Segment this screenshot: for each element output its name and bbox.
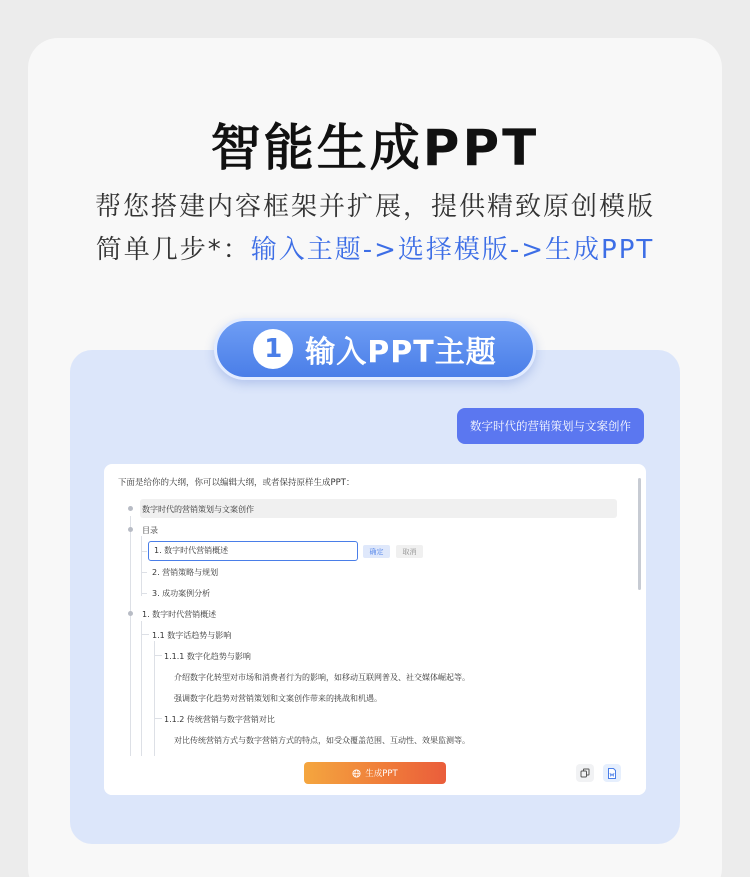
tree-line	[141, 593, 147, 594]
outline-subsubsection[interactable]: 1.1.2 传统营销与数字营销对比	[164, 715, 275, 724]
toc-item[interactable]: 2. 营销策略与规划	[152, 568, 219, 577]
subtitle-steps: 输入主题->选择模版->生成PPT	[250, 235, 655, 265]
outline-subsubsection[interactable]: 1.1.1 数字化趋势与影响	[164, 652, 251, 661]
outline-paragraph[interactable]: 对比传统营销方式与数字营销方式的特点，如受众覆盖范围、互动性、效果监测等。	[174, 736, 470, 745]
copy-icon	[580, 768, 590, 778]
generate-ppt-button[interactable]	[304, 762, 446, 784]
step-badge	[214, 318, 536, 380]
toc-heading[interactable]: 目录	[142, 526, 158, 535]
subtitle-line-1: 帮您搭建内容框架并扩展，提供精致原创模版	[94, 192, 655, 222]
tree-line	[141, 536, 142, 596]
outline-edit-input[interactable]: 1. 数字时代营销概述	[148, 541, 358, 561]
tree-line	[154, 718, 162, 719]
subtitle-prefix: 简单几步*：	[95, 235, 251, 265]
tree-line	[141, 551, 147, 552]
outline-paragraph[interactable]: 介绍数字化转型对市场和消费者行为的影响，如移动互联网普及、社交媒体崛起等。	[174, 673, 470, 682]
outline-title-item[interactable]: 数字时代的营销策划与文案创作	[142, 505, 254, 514]
confirm-button[interactable]: 确定	[363, 545, 390, 558]
cancel-button[interactable]: 取消	[396, 545, 423, 558]
outline-section[interactable]: 1. 数字时代营销概述	[142, 610, 217, 619]
tree-line	[154, 655, 162, 656]
outline-intro: 下面是给你的大纲，你可以编辑大纲，或者保持原样生成PPT：	[118, 478, 355, 488]
page-title: 智能生成PPT	[210, 119, 540, 177]
copy-button[interactable]	[576, 764, 594, 782]
tree-bullet	[128, 506, 133, 511]
tree-line	[141, 572, 147, 573]
step-number: 1	[253, 329, 293, 369]
tree-line	[141, 621, 142, 756]
scrollbar[interactable]	[638, 478, 641, 590]
export-word-button[interactable]	[603, 764, 621, 782]
tree-bullet	[128, 527, 133, 532]
toc-item[interactable]: 3. 成功案例分析	[152, 589, 211, 598]
tree-line	[130, 516, 131, 756]
word-doc-icon	[607, 768, 617, 779]
tree-line	[141, 634, 149, 635]
step-label: 输入PPT主题	[305, 335, 497, 370]
outline-editor	[104, 464, 646, 795]
outline-paragraph[interactable]: 强调数字化趋势对营销策划和文案创作带来的挑战和机遇。	[174, 694, 382, 703]
globe-icon	[352, 769, 361, 778]
generate-ppt-label: 生成PPT	[365, 769, 398, 779]
user-message-bubble: 数字时代的营销策划与文案创作	[457, 408, 644, 444]
tree-bullet	[128, 611, 133, 616]
subtitle-line-2	[0, 229, 750, 266]
tree-line	[154, 641, 155, 756]
outline-subsection[interactable]: 1.1 数字话趋势与影响	[152, 631, 232, 640]
